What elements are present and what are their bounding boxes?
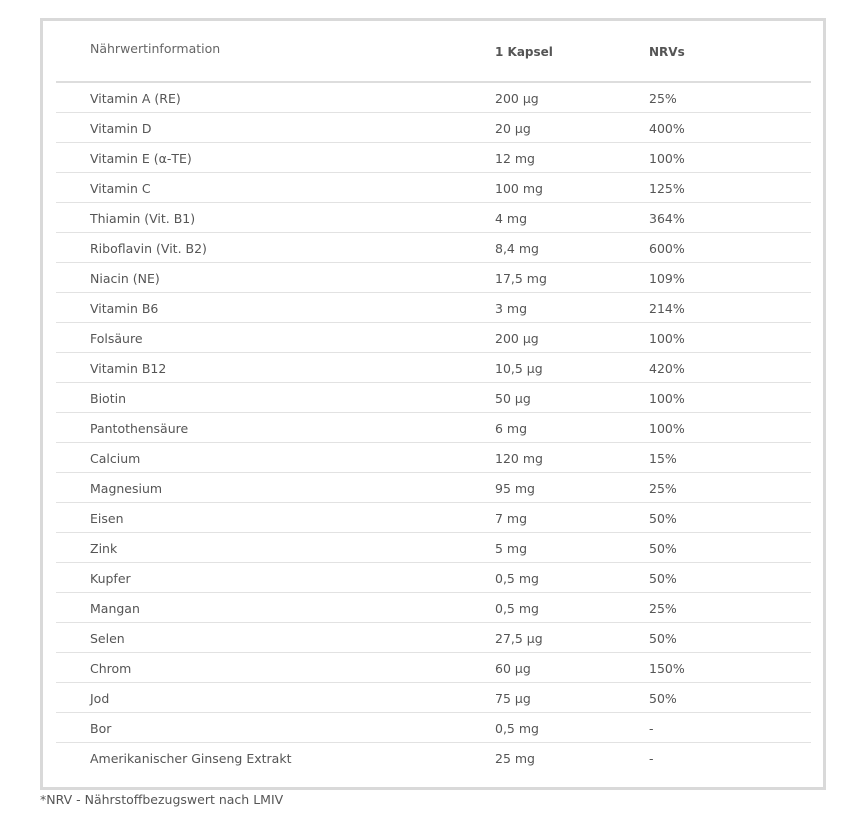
table-row <box>56 173 811 203</box>
table-row <box>56 713 811 743</box>
nutrient-name: Niacin (NE) <box>90 271 160 286</box>
table-row <box>56 293 811 323</box>
nutrient-quantity: 200 µg <box>495 91 539 106</box>
nutrient-name: Biotin <box>90 391 126 406</box>
table-row <box>56 503 811 533</box>
nutrient-nrv: 50% <box>649 631 677 646</box>
nutrient-nrv: 50% <box>649 571 677 586</box>
nutrient-quantity: 100 mg <box>495 181 543 196</box>
nutrient-nrv: 400% <box>649 121 685 136</box>
table-row <box>56 533 811 563</box>
nutrient-name: Jod <box>90 691 110 706</box>
nutrient-quantity: 60 µg <box>495 661 531 676</box>
nutrient-nrv: 50% <box>649 691 677 706</box>
nutrient-quantity: 3 mg <box>495 301 528 316</box>
table-row <box>56 233 811 263</box>
nutrient-name: Vitamin A (RE) <box>90 91 181 106</box>
nutrient-quantity: 5 mg <box>495 541 528 556</box>
nutrition-table <box>56 21 811 772</box>
table-row <box>56 353 811 383</box>
nutrient-quantity: 8,4 mg <box>495 241 539 256</box>
table-row <box>56 473 811 503</box>
nutrient-nrv: 50% <box>649 541 677 556</box>
nutrient-quantity: 0,5 mg <box>495 721 539 736</box>
table-row <box>56 563 811 593</box>
nutrient-name: Vitamin C <box>90 181 151 196</box>
nutrient-name: Kupfer <box>90 571 131 586</box>
nutrient-quantity: 75 µg <box>495 691 531 706</box>
nutrient-quantity: 20 µg <box>495 121 531 136</box>
nutrient-quantity: 27,5 µg <box>495 631 543 646</box>
nutrient-quantity: 95 mg <box>495 481 535 496</box>
table-row <box>56 263 811 293</box>
table-row <box>56 413 811 443</box>
table-row <box>56 83 811 113</box>
nutrient-quantity: 4 mg <box>495 211 528 226</box>
nutrient-quantity: 25 mg <box>495 751 535 766</box>
nutrient-name: Vitamin D <box>90 121 152 136</box>
nutrient-nrv: 100% <box>649 151 685 166</box>
nutrient-quantity: 10,5 µg <box>495 361 543 376</box>
nutrient-name: Folsäure <box>90 331 143 346</box>
nutrient-nrv: 25% <box>649 481 677 496</box>
nutrient-quantity: 50 µg <box>495 391 531 406</box>
nutrient-quantity: 200 µg <box>495 331 539 346</box>
nutrient-nrv: 364% <box>649 211 685 226</box>
nutrient-name: Calcium <box>90 451 141 466</box>
nutrient-name: Pantothensäure <box>90 421 189 436</box>
nutrient-name: Thiamin (Vit. B1) <box>90 211 196 226</box>
nutrient-nrv: 125% <box>649 181 685 196</box>
nutrient-nrv: 100% <box>649 421 685 436</box>
footnote: *NRV - Nährstoffbezugswert nach LMIV <box>40 792 284 807</box>
nutrient-nrv: 25% <box>649 91 677 106</box>
nutrient-name: Amerikanischer Ginseng Extrakt <box>90 751 292 766</box>
table-row <box>56 143 811 173</box>
nutrient-name: Selen <box>90 631 125 646</box>
nutrient-nrv: 100% <box>649 391 685 406</box>
nutrient-nrv: 214% <box>649 301 685 316</box>
nutrient-nrv: 600% <box>649 241 685 256</box>
nutrient-nrv: 150% <box>649 661 685 676</box>
nutrition-table-panel <box>40 18 826 790</box>
nutrient-name: Eisen <box>90 511 124 526</box>
nutrient-quantity: 0,5 mg <box>495 601 539 616</box>
table-body <box>56 83 811 772</box>
header-quantity: 1 Kapsel <box>495 45 553 59</box>
table-row <box>56 113 811 143</box>
nutrient-nrv: 25% <box>649 601 677 616</box>
nutrient-name: Zink <box>90 541 118 556</box>
table-row <box>56 683 811 713</box>
nutrient-name: Vitamin E (α-TE) <box>90 151 192 166</box>
nutrient-nrv: 100% <box>649 331 685 346</box>
header-nrv: NRVs <box>649 45 685 59</box>
nutrient-name: Vitamin B6 <box>90 301 159 316</box>
nutrient-quantity: 6 mg <box>495 421 528 436</box>
nutrient-nrv: 109% <box>649 271 685 286</box>
table-row <box>56 743 811 772</box>
nutrient-quantity: 12 mg <box>495 151 535 166</box>
nutrient-nrv: - <box>649 751 654 766</box>
nutrient-name: Bor <box>90 721 112 736</box>
nutrient-name: Riboflavin (Vit. B2) <box>90 241 207 256</box>
table-row <box>56 653 811 683</box>
nutrient-nrv: 420% <box>649 361 685 376</box>
table-row <box>56 623 811 653</box>
table-header <box>56 21 811 83</box>
nutrient-quantity: 120 mg <box>495 451 543 466</box>
nutrient-nrv: 50% <box>649 511 677 526</box>
nutrient-name: Chrom <box>90 661 132 676</box>
nutrient-name: Vitamin B12 <box>90 361 167 376</box>
nutrient-nrv: - <box>649 721 654 736</box>
nutrient-quantity: 7 mg <box>495 511 528 526</box>
nutrient-name: Magnesium <box>90 481 163 496</box>
nutrient-nrv: 15% <box>649 451 677 466</box>
nutrient-quantity: 17,5 mg <box>495 271 547 286</box>
table-row <box>56 383 811 413</box>
table-row <box>56 443 811 473</box>
table-row <box>56 323 811 353</box>
table-row <box>56 593 811 623</box>
nutrient-name: Mangan <box>90 601 140 616</box>
table-row <box>56 203 811 233</box>
nutrient-quantity: 0,5 mg <box>495 571 539 586</box>
header-nutrient: Nährwertinformation <box>90 41 221 56</box>
